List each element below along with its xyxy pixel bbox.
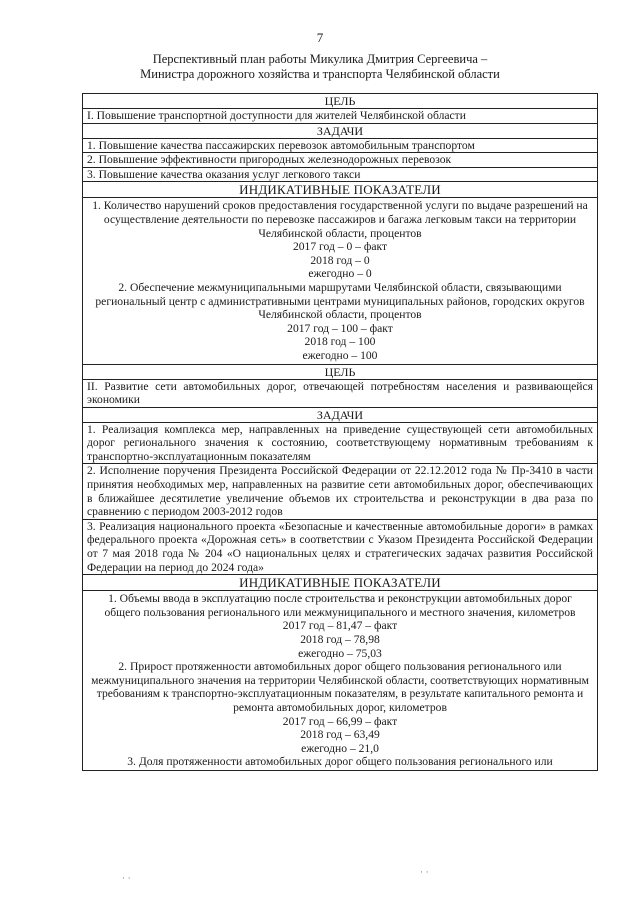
scan-artifact: · · [420, 868, 429, 878]
plan-table [82, 93, 598, 771]
indicator-value: 2018 год – 63,49 [300, 728, 380, 742]
indicator-title: 1. Количество нарушений сроков предоставления государственной услуги по выдаче разрешений на осуществление деятельности по перевозке пассажиров и багажа легковым такси на территории Челябинской области, процентов [92, 199, 588, 240]
document-heading [0, 52, 640, 82]
tasks-label: ЗАДАЧИ [83, 123, 598, 138]
indicators-cell [83, 591, 598, 771]
indicator-value: ежегодно – 0 [308, 267, 372, 281]
indicator-values [89, 715, 591, 756]
task-item: 1. Повышение качества пассажирских перевозок автомобильным транспортом [83, 138, 598, 153]
indicator-item [89, 281, 591, 363]
task-item: 2. Исполнение поручения Президента Российской Федерации от 22.12.2012 года № Пр-3410 в части принятия необходимых мер, направленных на развитие сети автомобильных дорог, обеспечивающих в ближайшее десятилетие увеличение объемов их строительства и реконструкции в два раза по сравнению с периодом 2003-2012 годов [83, 464, 598, 519]
heading-line-2: Министра дорожного хозяйства и транспорта Челябинской области [140, 67, 500, 81]
task-item: 3. Реализация национального проекта «Безопасные и качественные автомобильные дороги» в рамках федерального проекта «Дорожная сеть» в соответствии с Указом Президента Российской Федерации от 7 мая 2018 года № 204 «О национальных целях и стратегических задачах развития Российской Федерации на период до 2024 года» [83, 519, 598, 574]
indicator-value: 2018 год – 78,98 [300, 633, 380, 646]
indicator-values [89, 240, 591, 281]
indicator-values [89, 619, 591, 660]
goal-label: ЦЕЛЬ [83, 364, 598, 379]
indicator-value: 2017 год – 81,47 – факт [282, 619, 398, 633]
indicator-value: ежегодно – 75,03 [298, 646, 382, 660]
indicator-item [89, 592, 591, 660]
indicators-label: ИНДИКАТИВНЫЕ ПОКАЗАТЕЛИ [83, 575, 598, 591]
indicator-value: 2017 год – 66,99 – факт [282, 714, 398, 728]
indicator-item [89, 660, 591, 755]
task-item: 3. Повышение качества оказания услуг легкового такси [83, 167, 598, 182]
goal-label: ЦЕЛЬ [83, 94, 598, 109]
indicator-value: ежегодно – 100 [302, 348, 378, 362]
indicator-values [89, 322, 591, 363]
goal-text: II. Развитие сети автомобильных дорог, отвечающей потребностям населения и развивающейся экономики [83, 379, 598, 407]
indicator-value: 2018 год – 100 [304, 335, 376, 349]
scan-artifact: · · [122, 874, 131, 884]
page-number: 7 [316, 30, 324, 45]
indicator-value: 2017 год – 100 – факт [287, 321, 393, 335]
heading-line-1: Перспективный план работы Микулика Дмитрия Сергеевича – [152, 52, 488, 66]
indicator-title: 1. Объемы ввода в эксплуатацию после строительства и реконструкции автомобильных дорог общего пользования регионального или межмуниципального и местного значения, километров [104, 592, 576, 619]
indicator-title: 2. Прирост протяженности автомобильных дорог общего пользования регионального или межмуниципального значения на территории Челябинской области, соответствующих нормативным требованиям к транспортно-эксплуатационным показателям, в результате капитального ремонта и ремонта автомобильных дорог, километров [91, 660, 589, 714]
indicators-cell [83, 198, 598, 364]
indicator-title: 3. Доля протяженности автомобильных дорог общего пользования регионального или [127, 755, 553, 769]
indicator-value: ежегодно – 21,0 [301, 741, 379, 755]
task-item: 2. Повышение эффективности пригородных железнодорожных перевозок [83, 153, 598, 168]
indicator-item [89, 755, 591, 769]
indicators-label: ИНДИКАТИВНЫЕ ПОКАЗАТЕЛИ [83, 182, 598, 198]
task-item: 1. Реализация комплекса мер, направленных на приведение существующей сети автомобильных дорог регионального значения к состоянию, соответствующему нормативным требованиям к транспортно-эксплуатационным показателям [83, 422, 598, 464]
indicator-title: 2. Обеспечение межмуниципальными маршрутами Челябинской области, связывающими региональный центр с административными центрами муниципальных районов, городских округов Челябинской области, процентов [95, 280, 585, 322]
tasks-label: ЗАДАЧИ [83, 407, 598, 422]
goal-text: I. Повышение транспортной доступности для жителей Челябинской области [83, 109, 598, 124]
indicator-item [89, 199, 591, 281]
indicator-value: 2017 год – 0 – факт [292, 240, 388, 254]
indicator-value: 2018 год – 0 [310, 253, 370, 267]
